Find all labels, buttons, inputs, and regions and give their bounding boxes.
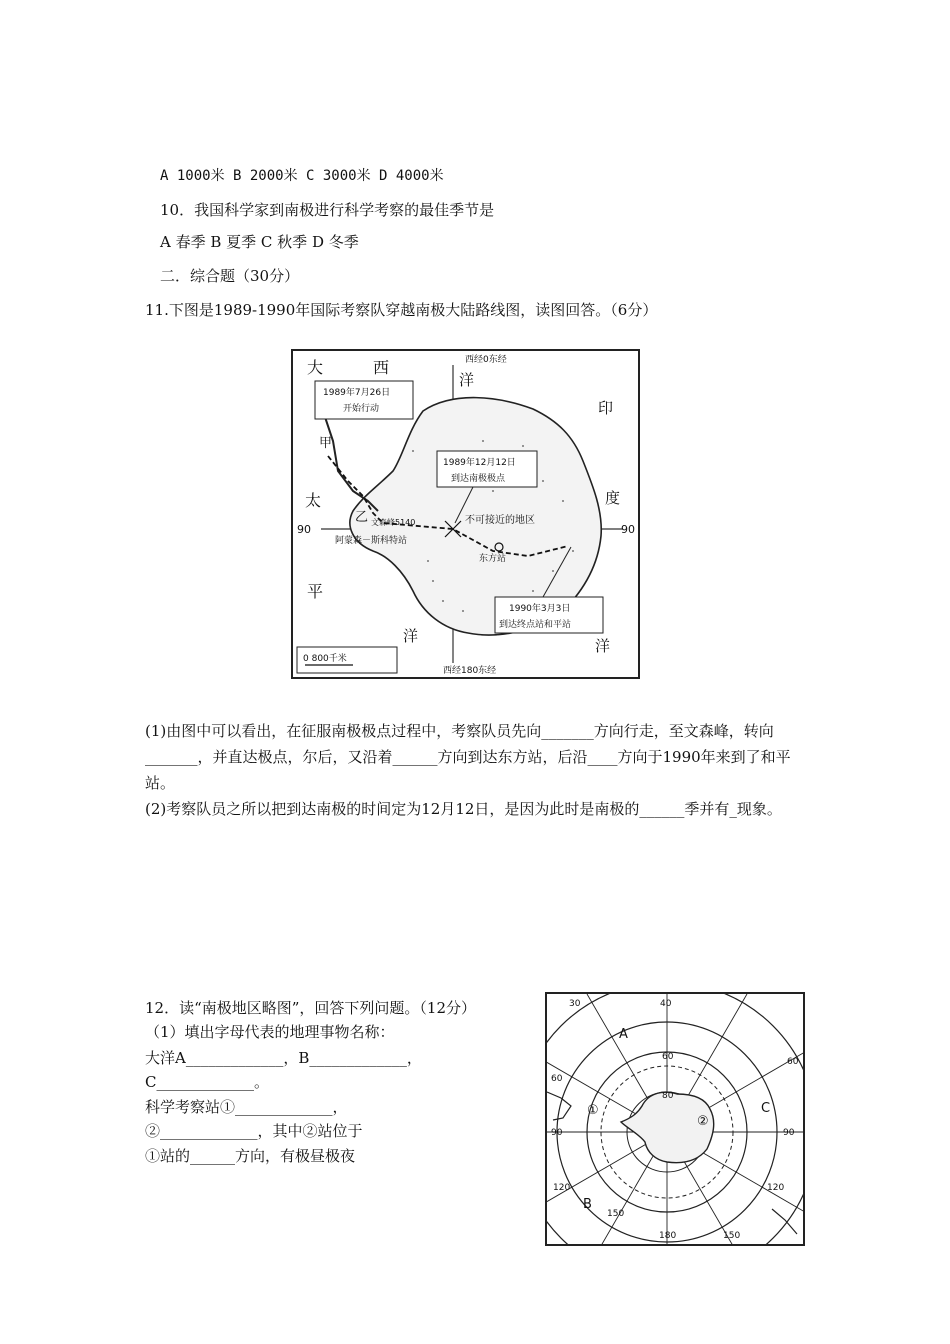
deg-label: 90 <box>551 1128 563 1138</box>
deg-label: 150 <box>607 1209 625 1219</box>
q12-line3: 科学考察站①_____________， <box>145 1098 348 1116</box>
ocean-label: 洋 <box>595 637 611 655</box>
antarctic-region-map <box>545 992 805 1246</box>
deg-label: 120 <box>553 1183 571 1193</box>
station-2: ② <box>697 1114 709 1129</box>
start-text: 开始行动 <box>343 404 380 414</box>
end-text: 到达终点站和平站 <box>499 620 572 630</box>
start-date: 1989年7月26日 <box>323 388 391 398</box>
deg-left-label: 90 <box>297 523 311 536</box>
polar-map-svg <box>547 994 803 1244</box>
label-jia: 甲 <box>319 436 333 451</box>
route-map-svg <box>293 351 638 677</box>
deg-label: 80 <box>662 1091 674 1101</box>
deg-label: 60 <box>787 1057 799 1067</box>
antarctic-route-map <box>291 349 640 679</box>
letter-a: A <box>619 1027 628 1042</box>
ocean-label: 度 <box>605 489 621 507</box>
deg-label: 60 <box>662 1052 674 1062</box>
q12-line4: ②_____________，其中②站位于 <box>145 1122 363 1140</box>
deg-label: 30 <box>569 999 581 1009</box>
q9-options: A 1000米 B 2000米 C 3000米 D 4000米 <box>160 168 444 184</box>
deg-label: 150 <box>723 1231 741 1241</box>
station-1: ① <box>587 1103 599 1118</box>
ocean-label: 印 <box>598 399 614 417</box>
ocean-label: 洋 <box>403 627 419 645</box>
letter-c: C <box>761 1101 771 1116</box>
amundsen-label: 阿蒙森－斯科特站 <box>335 536 408 546</box>
q12-stem: 12．读“南极地区略图”，回答下列问题。（12分） <box>145 999 477 1017</box>
q12-sub1: （1）填出字母代表的地理事物名称： <box>145 1023 395 1041</box>
vostok-label: 东方站 <box>479 554 507 564</box>
label-yi: 乙 <box>355 510 369 525</box>
ocean-label: 太 <box>305 491 322 510</box>
letter-b: B <box>583 1197 592 1212</box>
q12-line2: C_____________。 <box>145 1073 269 1091</box>
ocean-label: 洋 <box>459 371 475 389</box>
ocean-label: 平 <box>307 582 324 601</box>
ocean-label: 大 <box>307 358 324 377</box>
q11-stem: 11.下图是1989-1990年国际考察队穿越南极大陆路线图，读图回答。（6分） <box>145 301 658 319</box>
scale-label: 0 800千米 <box>303 654 347 664</box>
pole-date: 1989年12月12日 <box>443 458 516 468</box>
deg-label: 40 <box>660 999 672 1009</box>
top-meridian-label: 西经0东经 <box>465 355 507 365</box>
section-2-title: 二．综合题（30分） <box>160 267 300 285</box>
q11-part2: (2)考察队员之所以把到达南极的时间定为12月12日，是因为此时是南极的______季并有_现象。 <box>145 800 782 818</box>
q10-question: 10．我国科学家到南极进行科学考察的最佳季节是 <box>160 201 495 219</box>
ocean-label: 西 <box>373 358 390 377</box>
end-date: 1990年3月3日 <box>509 604 571 614</box>
q12-line5: ①站的______方向，有极昼极夜 <box>145 1147 356 1165</box>
pole-text: 到达南极极点 <box>451 474 506 484</box>
deg-label: 180 <box>659 1231 677 1241</box>
deg-label: 120 <box>767 1183 785 1193</box>
bottom-meridian-label: 西经180东经 <box>443 666 497 676</box>
q11-part1: (1)由图中可以看出，在征服南极极点过程中，考察队员先向_______方向行走，至文森峰，转向_______，并直达极点，尔后，又沿着______方向到达东方站，后沿____方向于1990年来到了和平站。 <box>145 722 791 792</box>
q10-options: A 春季 B 夏季 C 秋季 D 冬季 <box>160 233 359 251</box>
deg-label: 90 <box>783 1128 795 1138</box>
q12-line1: 大洋A_____________，B_____________， <box>145 1049 422 1067</box>
deg-label: 60 <box>551 1074 563 1084</box>
inaccessible-label: 不可接近的地区 <box>465 515 535 526</box>
deg-right-label: 90 <box>621 523 635 536</box>
vinson-label: 文森峰5140 <box>371 518 416 527</box>
